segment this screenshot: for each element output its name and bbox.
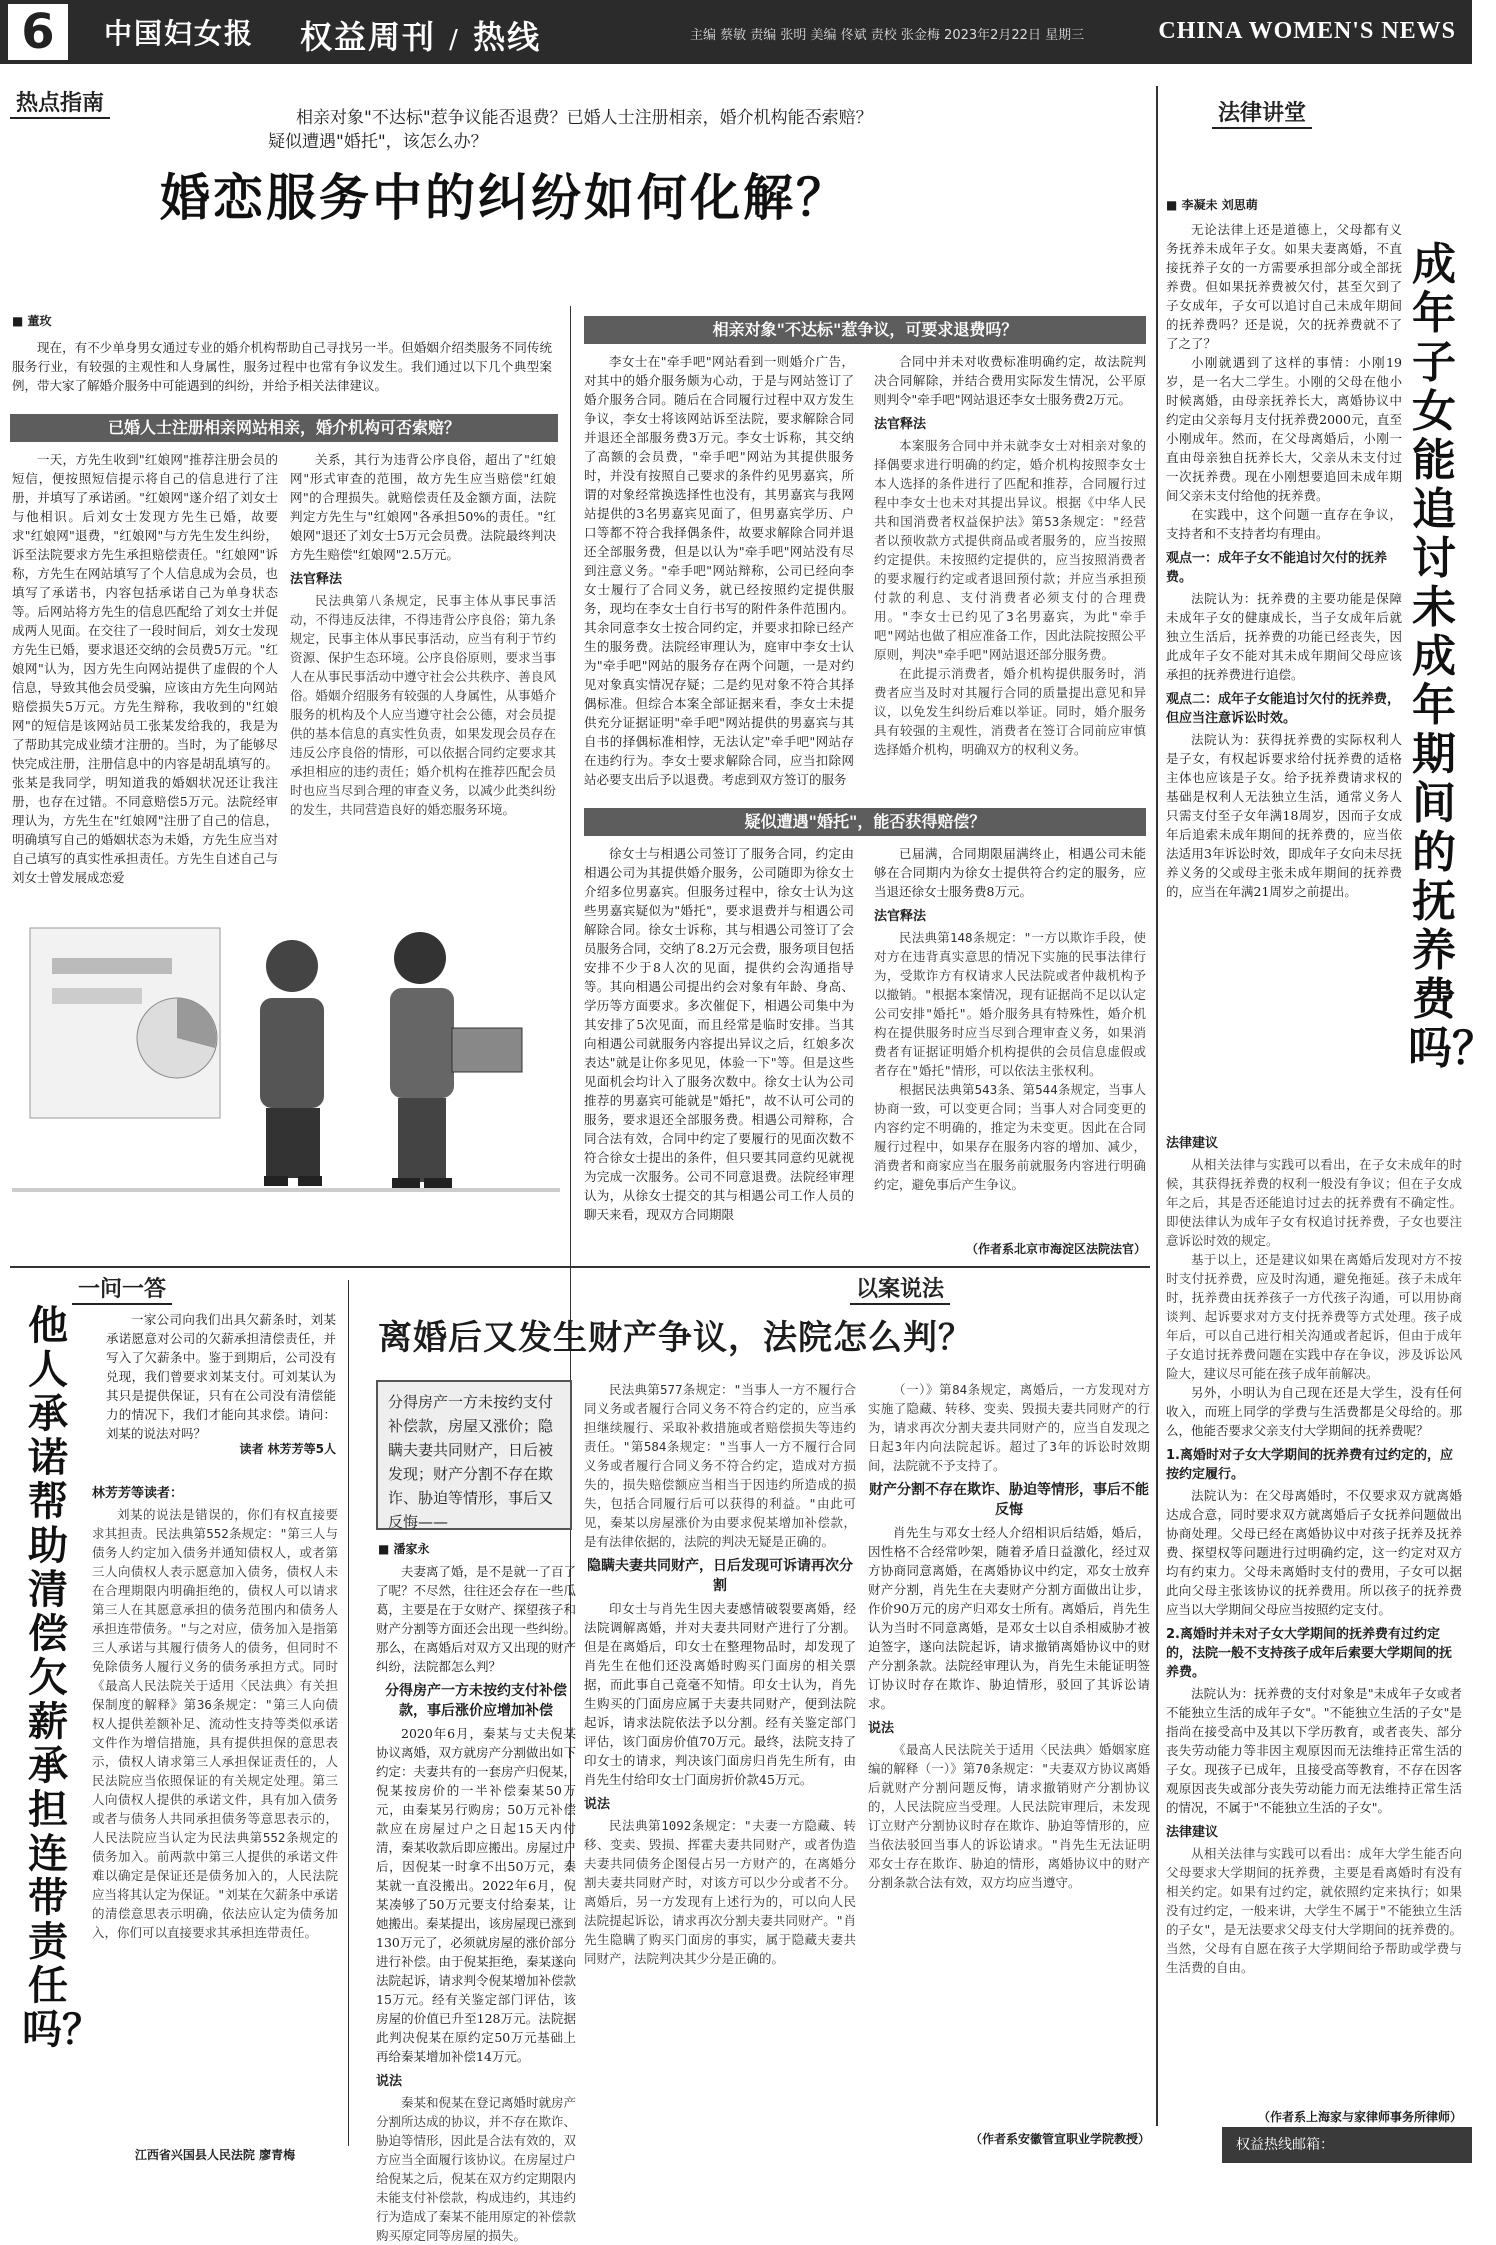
man-head-icon <box>394 932 446 984</box>
case-col3: （一）》第84条规定，离婚后，一方发现对方实施了隐藏、转移、变卖、毁损夫妻共同财产的行为，请求再次分割夫妻共同财产的，应当自发现之日起3年内向法院起诉。超过了3年的诉讼时效期间，法院就不予支持了。 财产分割不存在欺诈、胁迫等情形，事后不能反悔 肖先生与邓女士经人介绍相识后结婚，婚后，因性格不合经常吵架，随着矛盾日益激化，经过双方协商同意离婚，在离婚协议中约定，邓女士放弃财产分割，肖先生在夫妻财产分割方面做出让步，作价90万元的房产归邓女士所有。离婚后，肖先生认为当时不同意离婚，是邓女士以自杀相威胁才被迫签字，遂向法院起诉，请求撤销离婚协议中的财产分割条款。法院经审理认为，肖先生未能证明签订协议时存在欺诈、胁迫情形，驳回了其诉讼请求。 说法 《最高人民法院关于适用〈民法典〉婚姻家庭编的解释（一）》第70条规定："夫妻双方协议离婚后就财产分割问题反悔，请求撤销财产分割协议的，人民法院应当受理。人民法院审理后，未发现订立财产分割协议时存在欺诈、胁迫等情形的，应当依法驳回当事人的诉讼请求。"肖先生无法证明邓女士存在欺诈、胁迫的情形，离婚协议中的财产分割条款合法有效，双方均应当遵守。 <box>868 1382 1150 1890</box>
column-rule-2 <box>348 1280 349 2146</box>
section-heading-1: 已婚人士注册相亲网站相亲，婚介机构可否索赔？ <box>10 414 558 442</box>
woman-head-icon <box>266 940 318 992</box>
adv-label-1: 法律建议 <box>1166 1136 1219 1151</box>
qa-asker: 读者 林芳芳等5人 <box>239 1442 336 1456</box>
sec2-law: 本案服务合同中并未就李女士对相亲对象的择偶要求进行明确的约定，婚介机构按照李女士本人选择的条件进行了匹配和推荐，合同履行过程中李女士也未对其提出异议。根据《中华人民共和国消费者权益保护法》第53条规定："经营者以预收款方式提供商品或者服务的，应当按照约定提供。未按照约定提供的，应当按照消费者的要求履行约定或者退回预付款；并应当承担预付款的利息、支付消费者必须支付的合理费用。"李女士已约见了3名男嘉宾，为此"牵手吧"网站也做了相应准备工作，因此法院按照公平原则，判决"牵手吧"网站退还部分服务费。 <box>874 438 1146 662</box>
main-credit: （作者系北京市海淀区法院法官） <box>965 1242 1146 1256</box>
case-heading-1: 分得房产一方未按约支付补偿款，事后涨价应增加补偿 <box>385 1683 567 1719</box>
case-col1: 夫妻离了婚，是不是就一了百了了呢？不尽然，往往还会存在一些瓜葛，主要是在于女财产、探望孩子和财产分割等方面还会出现一些纠纷。那么，在离婚后对双方又出现的财产纠纷，法院都怎么判？ 分得房产一方未按约支付补偿款，事后涨价应增加补偿 2020年6月，秦某与丈夫倪某协议离婚，双方就房产分割做出如下约定：夫妻共有的一套房产归倪某，倪某按房价的一半补偿秦某50万元，由秦某另行购房；50万元补偿款应在房屋过户之日起15天内付清，秦某收款后即应搬出。房屋过户后，因倪某一时拿不出50万元，秦某就一直没搬出。2022年6月，倪某凑够了50万元要支付给秦某，让她搬出。秦某提出，该房屋现已涨到130万元了，必须就房屋的涨价部分进行补偿。由于倪某拒绝，秦某遂向法院起诉，请求判令倪某增加补偿款15万元。经有关鉴定部门评估，该房屋的价值已升至128万元。法院据此判决倪某在原约定50万元基础上再给秦某增加补偿14万元。 说法 秦某和倪某在登记离婚时就房产分割所达成的协议，并不存在欺诈、胁迫等情形，因此是合法有效的，双方应当全面履行该协议。在房屋过户给倪某之后，倪某在双方约定期限内未能支付补偿款，构成违约，其违约行为造成了秦某不能用原定的补偿款购买原定同等房屋的损失。 <box>376 1564 577 2243</box>
column-bottom: 法律建议 从相关法律与实践可以看出，在子女未成年的时候，其获得抚养费的权利一般没有争议；但在子女成年之后，其是否还能追讨过去的抚养费有不确定性。即使法律认为成年子女有权追讨抚养费，子女也要注意诉讼时效的规定。 基于以上，还是建议如果在离婚后发现对方不按时支付抚养费，应及时沟通，避免拖延。孩子未成年时，抚养费由抚养孩子一方代孩子沟通，可以用协商谈判、起诉要求对方支付抚养费等方式处理。孩子成年后，可以自己进行相关沟通或者起诉，但由于成年子女追讨抚养费问题在实践中存在争议，涉及诉讼风险大，建议尽可能在孩子成年前解决。 另外，小明认为自己现在还是大学生，没有任何收入，而班上同学的学费与生活费都是父母给的。那么，他能否要求父亲支付大学期间的抚养费呢？ 1.离婚时对子女大学期间的抚养费有过约定的，应按约定履行。 法院认为：在父母离婚时，不仅要求双方就离婚达成合意，同时要求双方就离婚后子女抚养问题做出协商处理。父母已经在离婚协议中对孩子抚养及抚养费、探望权等问题进行过明确约定，这一约定对双方均有约束力。父母未离婚时支付的费用，子女可以据此向父母主张该协议的抚养费用。所以孩子的抚养费应当以大学期间父母应当按照约定支付。 2.离婚时并未对子女大学期间的抚养费有过约定的，法院一般不支持孩子成年后索要大学期间的抚养费。 法院认为：抚养费的支付对象是"未成年子女或者不能独立生活的成年子女"。"不能独立生活的子女"是指尚在接受高中及其以下学历教育，或者丧失、部分丧失劳动能力等非因主观原因而无法维持正常生活的子女。现孩子已成年，且接受高等教育，不存在因客观原因丧失或部分丧失劳动能力而无法维持正常生活的情况，不属于"不能独立生活的子女"。 法律建议 从相关法律与实践可以看出：成年大学生能否向父母要求大学期间的抚养费，主要是看离婚时有没有相关约定。如果有过约定，就依照约定来执行；如果没有过约定，一般来讲，大学生不属于"不能独立生活的子女"，是无法要求父母支付大学期间的抚养费的。当然，父母有自愿在孩子大学期间给予帮助或学费与生活费的自由。 <box>1166 1128 1462 2108</box>
sec1-col1: 一天，方先生收到"红娘网"推荐注册会员的短信，便按照短信提示将自己的信息进行了注册，并填写了承诺函。"红娘网"遂介绍了刘女士与他相识。后刘女士发现方先生已婚，故要求"红娘网"退费，"红娘网"与方先生发生纠纷，诉至法院要求方先生承担赔偿责任。"红娘网"诉称，方先生在网站填写了个人信息成为会员，也填写了承诺书，内容包括承诺自己为单身状态等。后网站将方先生的信息匹配给了刘女士并促成两人见面。在交往了一段时间后，刘女士发现方先生已婚，要求退还交纳的会员费5万元。"红娘网"认为，因方先生向网站提供了虚假的个人信息，导致其他会员受骗，应该由方先生向网站赔偿损失5万元。方先生辩称，我收到的"红娘网"的短信是该网站员工张某发给我的，我是为了帮助其完成业绩才注册的。当时，为了能够尽快完成注册，注册信息中的内容是胡乱填写的。张某是我同学，明知道我的婚姻状况还让我注册，也存在过错。不同意赔偿5万元。法院经审理认为，方先生在"红娘网"注册了自己的信息，明确填写自己的婚姻状态为未婚，方先生应当对自己填写的真实性承担责任。方先生自述自己与刘女士曾发展成恋爱 <box>12 452 278 885</box>
qa-answer-label: 林芳芳等读者： <box>92 1486 184 1501</box>
illustration <box>12 888 560 1208</box>
adv-label-2: 法律建议 <box>1166 1825 1219 1840</box>
case-heading-2: 隐瞒夫妻共同财产，日后发现可诉请再次分割 <box>587 1558 853 1594</box>
sec2-law-label: 法官释法 <box>874 417 927 432</box>
case-summary: 分得房产一方未按约支付补偿款，房屋又涨价；隐瞒夫妻共同财产，日后被发现；财产分割不存在欺诈、胁迫等情形，事后又反悔—— <box>376 1380 572 1530</box>
column-top: 无论法律上还是道德上，父母都有义务抚养未成年子女。如果夫妻离婚，不直接抚养子女的一方需要承担部分或全部抚养费。但如果抚养费被欠付，甚至欠到了子女成年，子女可以追讨自己未成年期间的抚养费吗？还是说，欠的抚养费就不了了之了？ 小刚就遇到了这样的事情：小刚19岁，是一名大二学生。小刚的父母在他小时候离婚，由母亲抚养长大，离婚协议中约定由父亲每月支付抚养费2000元，直至小刚成年。然而，在父母离婚后，小刚一直由母亲独自抚养长大，父亲从未支付过一次抚养费。现在小刚想要追回未成年期间父亲未支付给他的抚养费。 在实践中，这个问题一直存在争议，支持者和不支持者均有理由。 观点一：成年子女不能追讨欠付的抚养费。 法院认为：抚养费的主要功能是保障未成年子女的健康成长，当子女成年后就独立生活后，抚养费的功能已经丧失，因此成年子女不能对其未成年期间父母应该承担的抚养费进行追偿。 观点二：成年子女能追讨欠付的抚养费，但应当注意诉讼时效。 法院认为：获得抚养费的实际权利人是子女，有权起诉要求给付抚养费的适格主体也应该是子女。给予抚养费请求权的基础是权利人无法独立生活，通常义务人只需支付至子女年满18周岁，因而子女成年后追索未成年期间的抚养费的，应当依法适用3年诉讼时效，即成年子女向未尽抚养义务的父或母主张未成年期间的抚养费的，应当在年满21周岁之前提出。 <box>1166 222 1402 899</box>
intro-text: 现在，有不少单身男女通过专业的婚介机构帮助自己寻找另一半。但婚姻介绍类服务不同传统服务行业，有较强的主观性和人身属性，服务过程中也常有争议发生。我们通过以下几个典型案例，带大家了解婚介服务中可能遇到的纠纷，并给予相关法律建议。 <box>12 340 552 393</box>
column-title: 成年子女能追讨未成年期间的抚养费吗？ <box>1408 239 1496 1074</box>
column-author: ■ 李凝未 刘思萌 <box>1166 198 1258 212</box>
case-law1-label: 说法 <box>376 2074 403 2089</box>
column-rule-3 <box>1156 86 1158 2126</box>
sec3-law: 民法典第148条规定："一方以欺诈手段，使对方在违背真实意思的情况下实施的民事法律行为，受欺诈方有权请求人民法院或者仲裁机构予以撤销。"根据本案情况，现有证据尚不足以认定公司安排"婚托"。婚介服务具有特殊性，婚介机构在提供服务时应当尽到合理审查义务，如果消费者有证据证明婚介机构提供的会员信息虚假或者存在"婚托"情形，可以依法主张权利。 <box>874 930 1146 1078</box>
sec1-law-label: 法官释法 <box>290 572 343 587</box>
section-kicker-hot: 热点指南 <box>10 86 110 119</box>
sec1-col2: 关系，其行为违背公序良俗，超出了"红娘网"形式审查的范围，故方先生应当赔偿"红娘网"的合理损失。就赔偿责任及金额方面，法院判定方先生与"红娘网"各承担50%的责任。"红娘网"退还了刘女士5万元会员费。法院最终判决方先生赔偿"红娘网"2.5万元。 法官释法 民法典第八条规定，民事主体从事民事活动，不得违反法律，不得违背公序良俗；第九条规定，民事主体从事民事活动，应当有利于节约资源、保护生态环境。公序良俗原则，要求当事人在从事民事活动中遵守社会公共秩序、善良风俗。婚姻介绍服务有较强的人身属性，从事婚介服务的机构及个人应当遵守社会公德，对会员提供的基本信息的真实性负责，如果发现会员存在违反公序良俗的情形，可以依据合同约定要求其承担相应的违约责任；婚介机构在推荐匹配会员时也应当尽到合理的审查义务，以减少此类纠纷的发生，共同营造良好的婚恋服务环境。 <box>290 452 556 817</box>
case-heading-3: 财产分割不存在欺诈、胁迫等情形，事后不能反悔 <box>869 1482 1149 1518</box>
page-number: 6 <box>8 4 68 60</box>
issue-info: 主编 蔡敏 责编 张明 美编 佟斌 责校 张金梅 2023年2月22日 星期三 <box>690 28 1085 43</box>
hotline-email[interactable]: 权益热线邮箱：quanyirexian@163.com <box>1222 2127 1472 2163</box>
case-title: 离婚后又发生财产争议，法院怎么判？ <box>378 1318 973 1358</box>
sec2-law-2: 在此提示消费者，婚介机构提供服务时，消费者应当及时对其履行合同的质量提出意见和异议，以免发生纠纷后难以举证。同时，婚介服务具有较强的主观性，消费者在签订合同前应审慎选择婚介机构，明确双方的权利义务。 <box>874 666 1146 757</box>
section-kicker-qa: 一问一答 <box>72 1272 172 1305</box>
qa-answer-block <box>92 1478 338 2146</box>
woman-figure-icon <box>260 998 324 1108</box>
sec2-col2: 合同中并未对收费标准明确约定，故法院判决合同解除，并结合费用实际发生情况，公平原则判令"牵手吧"网站退还李女士服务费2万元。 法官释法 本案服务合同中并未就李女士对相亲对象的择偶要求进行明确的约定，婚介机构按照李女士本人选择的条件进行了匹配和推荐，合同履行过程中李女士也未对其提出异议。根据《中华人民共和国消费者权益保护法》第53条规定："经营者以预收款方式提供商品或者服务的，应当按照约定提供。未按照约定提供的，应当按照消费者的要求履行约定或者退回预付款；并应当承担预付款的利息、支付消费者必须支付的合理费用。"李女士已约见了3名男嘉宾，为此"牵手吧"网站也做了相应准备工作，因此法院按照公平原则，判决"牵手吧"网站退还部分服务费。 在此提示消费者，婚介机构提供服务时，消费者应当及时对其履行合同的质量提出意见和异议，以免发生纠纷后难以举证。同时，婚介服务具有较强的主观性，消费者在签订合同前应审慎选择婚介机构，明确双方的权利义务。 <box>874 354 1146 757</box>
view-3: 1.离婚时对子女大学期间的抚养费有过约定的，应按约定履行。 <box>1166 1448 1453 1482</box>
view-1: 观点一：成年子女不能追讨欠付的抚养费。 <box>1166 551 1388 585</box>
qa-credit: 江西省兴国县人民法院 廖青梅 <box>134 2148 296 2162</box>
case-col2: 民法典第577条规定："当事人一方不履行合同义务或者履行合同义务不符合约定的，应当承担继续履行、采取补救措施或者赔偿损失等违约责任。"第584条规定："当事人一方不履行合同义务或者履行合同义务不符合约定，造成对方损失的，损失赔偿额应当相当于因违约所造成的损失，包括合同履行后可以获得的利益。"由此可见，秦某以房屋涨价为由要求倪某增加补偿款，是有法律依据的，法院的判决无疑是正确的。 隐瞒夫妻共同财产，日后发现可诉请再次分割 印女士与肖先生因夫妻感情破裂要离婚，经法院调解离婚，并对夫妻共同财产进行了分割。但是在离婚后，印女士在整理物品时，却发现了肖先生在他们还没离婚时购买门面房的相关票据，而此事自己竟毫不知情。印女士认为，肖先生购买的门面房应属于夫妻共同财产，便到法院起诉，请求法院依法予以分割。经有关鉴定部门评估，该门面房价值70万元。最终，法院支持了印女士的请求，判决该门面房归肖先生所有，由肖先生付给印女士门面房折价款45万元。 说法 民法典第1092条规定："夫妻一方隐藏、转移、变卖、毁损、挥霍夫妻共同财产，或者伪造夫妻共同债务企图侵占另一方财产的，在离婚分割夫妻共同财产时，对该方可以少分或者不分。离婚后，另一方发现有上述行为的，可以向人民法院提起诉讼，请求再次分割夫妻共同财产。"肖先生隐瞒了购买门面房的事实，属于隐藏夫妻共同财产，法院判决其少分是正确的。 <box>584 1382 856 1966</box>
section-heading-2: 相亲对象"不达标"惹争议，可要求退费吗？ <box>584 316 1146 344</box>
sec1-law: 民法典第八条规定，民事主体从事民事活动，不得违反法律，不得违背公序良俗；第九条规定，民事主体从事民事活动，应当有利于节约资源、保护生态环境。公序良俗原则，要求当事人在从事民事活动中遵守社会公共秩序、善良风俗。婚姻介绍服务有较强的人身属性，从事婚介服务的机构及个人应当遵守社会公德，对会员提供的基本信息的真实性负责，如果发现会员存在违反公序良俗的情形，可以依据合同约定要求其承担相应的违约责任；婚介机构在推荐匹配会员时也应当尽到合理的审查义务，以减少此类纠纷的发生，共同营造良好的婚恋服务环境。 <box>290 593 556 817</box>
case-credit: （作者系安徽管宣职业学院教授） <box>969 2132 1150 2146</box>
man-figure-icon <box>390 988 454 1098</box>
column-credit: （作者系上海家与家律师事务所律师） <box>1257 2110 1462 2124</box>
sec3-col2: 已届满，合同期限届满终止，相遇公司未能够在合同期内为徐女士提供符合约定的服务，应当退还徐女士服务费8万元。 法官释法 民法典第148条规定："一方以欺诈手段，使对方在违背真实意思的情况下实施的民事法律行为，受欺诈方有权请求人民法院或者仲裁机构予以撤销。"根据本案情况，现有证据尚不足以认定公司安排"婚托"。婚介服务具有特殊性，婚介机构在提供服务时应当尽到合理审查义务，如果消费者有证据证明婚介机构提供的会员信息虚假或者存在"婚托"情形，可以依法主张权利。 根据民法典第543条、第544条规定，当事人协商一致，可以变更合同；当事人对合同变更的内容约定不明确的，推定为未变更。因此在合同履行过程中，如果存在服务内容的增加、减少，消费者和商家应当在服务前就服务内容进行明确约定，避免事后产生争议。 <box>874 846 1146 1192</box>
view-4: 2.离婚时并未对子女大学期间的抚养费有过约定的，法院一般不支持孩子成年后索要大学期间的抚养费。 <box>1166 1627 1453 1680</box>
main-subtitle-1: 相亲对象"不达标"惹争议能否退费？已婚人士注册相亲，婚介机构能否索赔？ <box>296 108 873 128</box>
qa-answer: 刘某的说法是错误的，你们有权直接要求其担责。民法典第552条规定："第三人与债务人约定加入债务并通知债权人，或者第三人向债权人表示愿意加入债务，债权人未在合理期限内明确拒绝的，债权人可以请求第三人在其愿意承担的债务范围内和债务人承担连带债务。"与之对应，债务加入是指第三人承诺与其履行债务人的债务，但同时不免除债务人履行义务的债务承担方式。同时《最高人民法院关于适用〈民法典〉有关担保制度的解释》第36条规定："第三人向债权人提供差额补足、流动性支持等类似承诺文件作为增信措施，具有提供担保的意思表示，债权人请求第三人承担保证责任的，人民法院应当依照保证的有关规定处理。第三人向债权人提供的承诺文件，具有加入债务或者与债务人共同承担债务等意思表示的，人民法院应当认定为民法典第552条规定的债务加入。前两款中第三人提供的承诺文件难以确定是保证还是债务加入的，人民法院应当将其认定为保证。"刘某在欠薪条中承诺的清偿意思表示明确，依法应认定为债务加入，你们可以直接要求其承担连带责任。 <box>92 1507 338 1940</box>
byline: ■ 董玫 <box>12 314 52 328</box>
qa-question: 一家公司向我们出具欠薪条时，刘某承诺愿意对公司的欠薪承担清偿责任，并写入了欠薪条中。鉴于到期后，公司没有兑现，我们曾要求刘某支付。可刘某认为其只是提供保证，只有在公司没有清偿能力的情况下，我们才能向其求偿。请问：刘某的说法对吗？ <box>106 1312 336 1441</box>
english-masthead: CHINA WOMEN'S NEWS <box>1158 18 1456 44</box>
horizontal-divider <box>10 1266 1150 1268</box>
case-law2-label: 说法 <box>584 1797 611 1812</box>
view-2: 观点二：成年子女能追讨欠付的抚养费，但应当注意诉讼时效。 <box>1166 692 1401 726</box>
qa-title: 他人承诺帮助清偿欠薪承担连带责任吗？ <box>22 1302 102 2053</box>
main-title: 婚恋服务中的纠纷如何化解？ <box>160 168 849 227</box>
section-kicker-law: 法律讲堂 <box>1212 96 1312 129</box>
sec2-col1: 李女士在"牵手吧"网站看到一则婚介广告，对其中的婚介服务颇为心动，于是与网站签订了婚介服务合同。随后在合同履行过程中双方发生争议，李女士将该网站诉至法院，要求解除合同并退还全部服务费3万元。李女士诉称，其交纳了高额的会员费，"牵手吧"网站为其提供服务时，并没有按照自己要求的条件约见男嘉宾，所谓的对象经常换选择性也没有，其男嘉宾与我网站提供的3名男嘉宾见面了，但男嘉宾学历、户口等都不符合我择偶条件，故要求解除合同并退还全部服务费，但是以认为"牵手吧"网站没有尽到注意义务。"牵手吧"网站辩称，公司已经向李女士履行了合同义务，就已经按照约定提供服务，现均在李女士自行书写的附件条件范围内。其余同意李女士按合同约定，并要求扣除已经产生的服务费。法院经审理认为，庭审中李女士认为"牵手吧"网站的服务存在两个问题，一是对约见对象真实情况存疑；二是约见对象不符合其择偶标准。但综合本案全部证据来看，李女士未提供充分证据证明"牵手吧"网站提供的男嘉宾与其自书的择偶标准相悖，无法认定"牵手吧"网站存在违约行为。李女士要求解除合同，应当扣除网站必要支出后予以退费。考虑到双方签订的服务 <box>584 354 854 787</box>
section-name: 权益周刊 / 热线 <box>300 18 542 56</box>
sec3-col1: 徐女士与相遇公司签订了服务合同，约定由相遇公司为其提供婚介服务，公司随即为徐女士介绍多位男嘉宾。但服务过程中，徐女士认为这些男嘉宾疑似为"婚托"，要求退费并与相遇公司解除合同。徐女士诉称，其与相遇公司签订了会员服务合同，交纳了8.2万元会费，服务项目包括安排不少于8人次的见面，提供约会沟通指导等。其向相遇公司提出约会对象有年龄、身高、学历等方面要求。多次催促下，相遇公司集中为其安排了5次见面，而且经常是临时安排。当其向相遇公司就服务内容提出异议之后，红娘多次表达"就是让你多见见，体验一下"等。但是这些见面机会均计入了服务次数中。徐女士认为公司推荐的男嘉宾可能就是"婚托"，故不认可公司的服务，要求退还全部服务费。相遇公司辩称，合同合法有效，合同中约定了要履行的见面次数不符合徐女士提出的条件，但只要其同意约见就视为完成一次服务。公司不同意退费。法院经审理认为，从徐女士提交的其与相遇公司工作人员的聊天来看，现双方合同期限 <box>584 846 854 1222</box>
sec3-law-2: 根据民法典第543条、第544条规定，当事人协商一致，可以变更合同；当事人对合同变更的内容约定不明确的，推定为未变更。因此在合同履行过程中，如果存在服务内容的增加、减少，消费者和商家应当在服务前就服务内容进行明确约定，避免事后产生争议。 <box>874 1082 1146 1192</box>
case-law3-label: 说法 <box>868 1721 895 1736</box>
section-heading-3: 疑似遭遇"婚托"，能否获得赔偿？ <box>584 808 1146 836</box>
section-kicker-case: 以案说法 <box>850 1272 950 1305</box>
sec3-law-label: 法官释法 <box>874 909 927 924</box>
laptop-icon <box>452 1028 522 1072</box>
newspaper-logo: 中国妇女报 <box>104 17 255 50</box>
case-author: ■ 潘家永 <box>378 1542 430 1556</box>
main-subtitle-2: 疑似遭遇"婚托"，该怎么办？ <box>268 132 488 152</box>
